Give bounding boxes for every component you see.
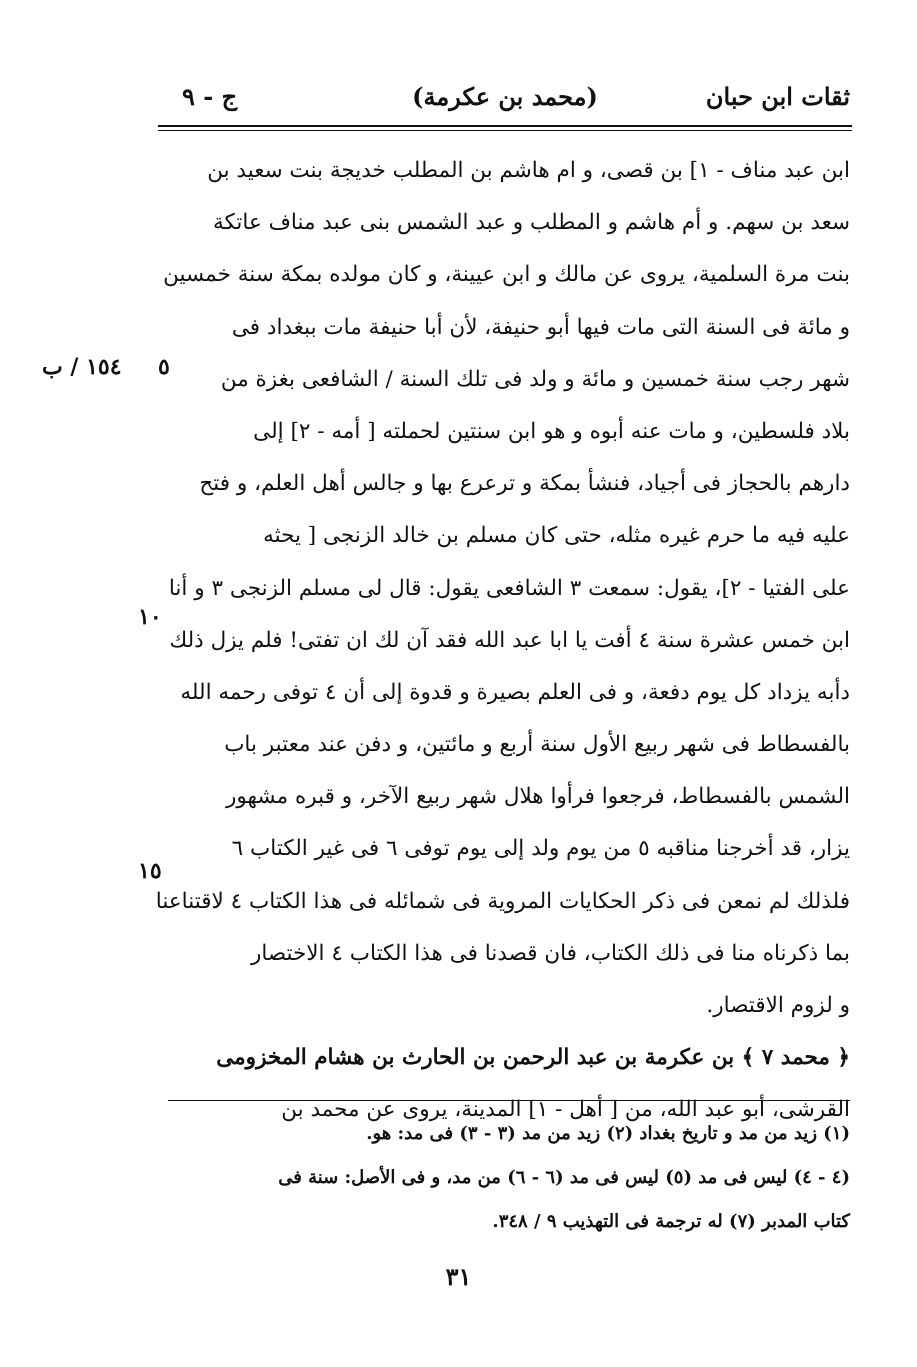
text-line: و مائة فى السنة التى مات فيها أبو حنيفة، لأن أبا حنيفة مات ببغداد فى (231, 314, 850, 340)
footnote-separator (168, 1100, 850, 1101)
line-number-10: ١٠ (138, 604, 162, 630)
text-line: شهر رجب سنة خمسين و مائة و ولد فى تلك السنة / الشافعى بغزة من (220, 366, 850, 392)
footnotes (168, 1112, 850, 1244)
text-line: بالفسطاط فى شهر ربيع الأول سنة أربع و مائتين، و دفن عند معتبر باب (224, 732, 850, 758)
entry-title: (محمد بن عكرمة) (412, 82, 598, 111)
text-line: بنت مرة السلمية، يروى عن مالك و ابن عيينة، و كان مولده بمكة سنة خمسين (163, 262, 850, 288)
volume-label: ج - ٩ (182, 82, 238, 111)
text-line: يزار، قد أخرجنا مناقبه ٥ من يوم ولد إلى يوم توفى ٦ فى غير الكتاب ٦ (231, 836, 850, 862)
text-line: عليه فيه ما حرم غيره مثله، حتى كان مسلم بن خالد الزنجى [ يحثه (263, 523, 850, 549)
footnote-line: (١) زيد من مد و تاريخ بغداد (٢) زيد من مد (٣ - ٣) فى مد: هو. (366, 1123, 850, 1144)
text-line: ابن عبد مناف - ١] بن قصى، و ام هاشم بن المطلب خديجة بنت سعيد بن (207, 158, 850, 183)
page-number: ٣١ (445, 1262, 472, 1291)
entry-heading-line: ﴿ محمد ٧ ﴾ بن عكرمة بن عبد الرحمن بن الحارث بن هشام المخزومى (216, 1045, 850, 1071)
text-line: على الفتيا - ٢]، يقول: سمعت ٣ الشافعى يقول: قال لى مسلم الزنجى ٣ و أنا (168, 575, 850, 601)
text-line: و لزوم الاقتصار. (706, 993, 850, 1018)
text-line: القرشى، أبو عبد الله، من [ أهل - ١] المدينة، يروى عن محمد بن (281, 1097, 850, 1123)
text-line: دارهم بالحجاز فى أجياد، فنشأ بمكة و ترعرع بها و جالس أهل العلم، و فتح (199, 471, 850, 497)
text-line: ابن خمس عشرة سنة ٤ أفت يا ابا عبد الله فقد آن لك ان تفتى! فلم يزل ذلك (169, 627, 850, 653)
line-number-5: ٥ (158, 354, 170, 380)
main-text (155, 145, 850, 1137)
text-line: بلاد فلسطين، و مات عنه أبوه و هو ابن سنتين لحملته [ أمه - ٢] إلى (253, 418, 850, 444)
footnote-line: كتاب المدبر (٧) له ترجمة فى التهذيب ٩ / ٣٤٨. (492, 1211, 850, 1232)
footnote-line: (٤ - ٤) ليس فى مد (٥) ليس فى مد (٦ - ٦) من مد، و فى الأصل: سنة فى (278, 1167, 850, 1188)
book-title: ثقات ابن حبان (705, 82, 850, 111)
text-line: فلذلك لم نمعن فى ذكر الحكايات المروية فى شمائله فى هذا الكتاب ٤ لاقتناعنا (155, 888, 850, 914)
line-number-15: ١٥ (138, 858, 162, 884)
text-line: بما ذكرناه منا فى ذلك الكتاب، فان قصدنا فى هذا الكتاب ٤ الاختصار (250, 940, 850, 966)
text-line: دأبه يزداد كل يوم دفعة، و فى العلم بصيرة و قدوة إلى أن ٤ توفى رحمه الله (180, 679, 850, 705)
text-line: سعد بن سهم. و أم هاشم و المطلب و عبد الشمس بنى عبد مناف عاتكة (213, 210, 850, 236)
text-line: الشمس بالفسطاط، فرجعوا فرأوا هلال شهر ربيع الآخر، و قبره مشهور (226, 784, 850, 810)
running-header (160, 82, 850, 118)
header-rule (158, 125, 852, 131)
folio-marker: ١٥٤ / ب (42, 354, 122, 380)
